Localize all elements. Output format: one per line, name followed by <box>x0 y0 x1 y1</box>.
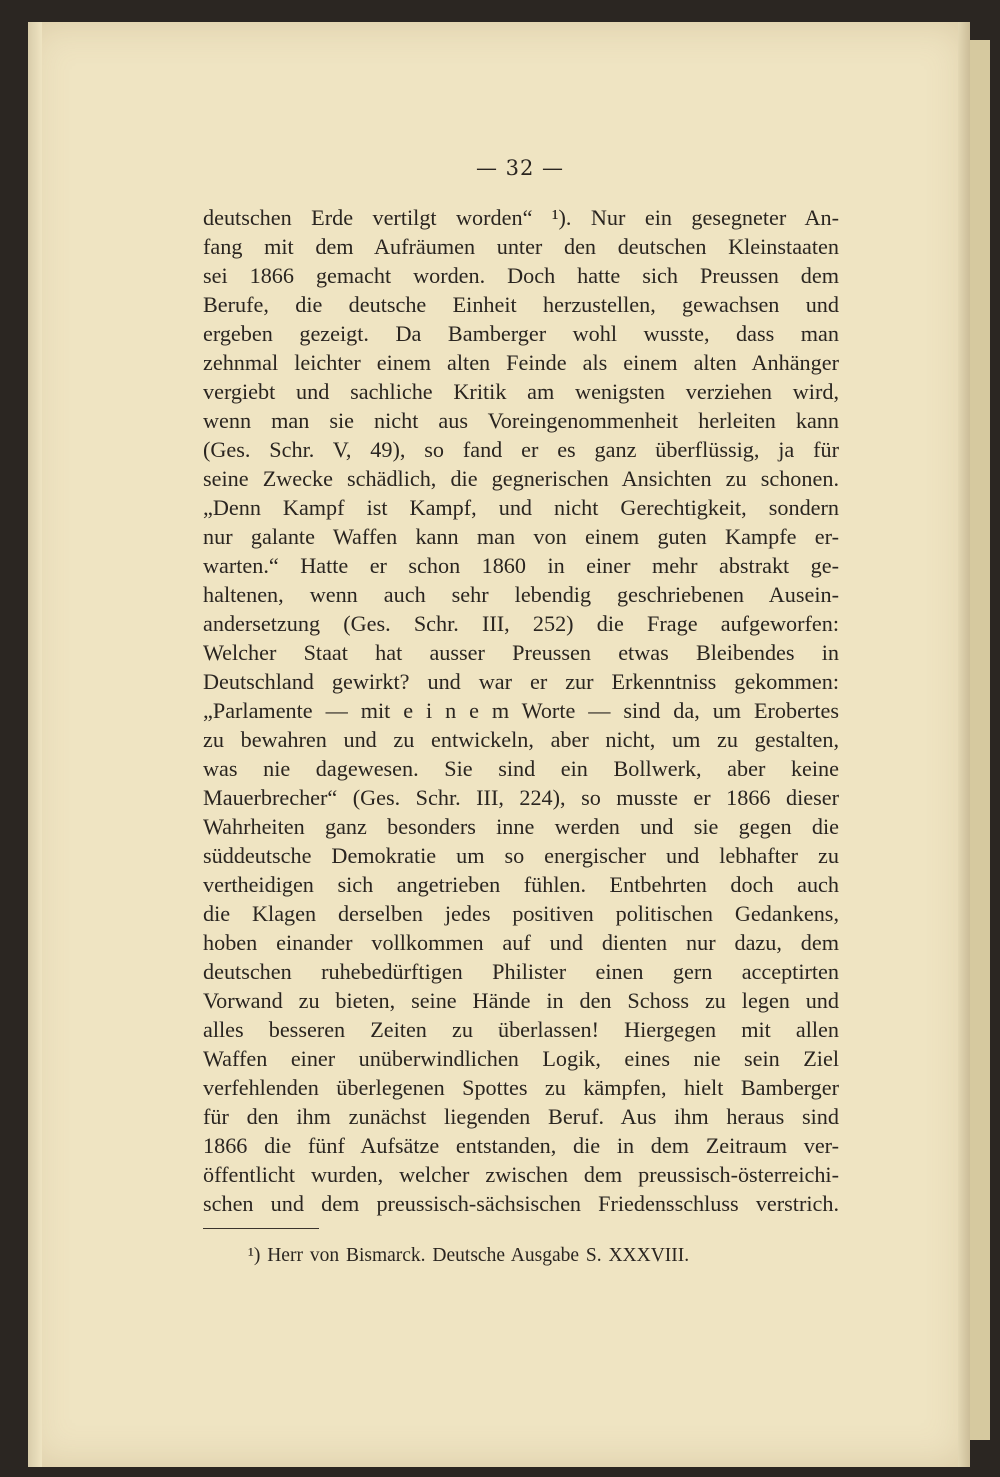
text-line: „Parlamente — mit e i n e m Worte — sind da, um Erobertes <box>203 698 839 723</box>
text-line: Deutschland gewirkt? und war er zur Erkenntniss gekommen: <box>203 669 839 694</box>
text-line: 1866 die fünf Aufsätze entstanden, die in dem Zeitraum ver- <box>203 1133 839 1158</box>
text-line: seine Zwecke schädlich, die gegnerischen Ansichten zu schonen. <box>203 466 839 491</box>
text-line: deutschen ruhebedürftigen Philister einen gern acceptirten <box>203 959 839 984</box>
text-line: Waffen einer unüberwindlichen Logik, eines nie sein Ziel <box>203 1046 839 1071</box>
text-line: haltenen, wenn auch sehr lebendig geschriebenen Ausein- <box>203 582 839 607</box>
text-line: deutschen Erde vertilgt worden“ ¹). Nur ein gesegneter An- <box>203 205 839 230</box>
text-line: schen und dem preussisch-sächsischen Friedensschluss verstrich. <box>203 1191 839 1216</box>
text-line: Wahrheiten ganz besonders inne werden und sie gegen die <box>203 814 839 839</box>
text-line: vertheidigen sich angetrieben fühlen. Entbehrten doch auch <box>203 872 839 897</box>
page-number: — 32 — <box>475 156 565 180</box>
text-line: hoben einander vollkommen auf und dienten nur dazu, dem <box>203 930 839 955</box>
page-gutter-shadow <box>28 22 42 1467</box>
text-line: Mauerbrecher“ (Ges. Schr. III, 224), so musste er 1866 dieser <box>203 785 839 810</box>
text-line: Welcher Staat hat ausser Preussen etwas Bleibendes in <box>203 640 839 665</box>
body-text <box>203 203 839 1218</box>
page-right-edge <box>958 22 970 1467</box>
adjacent-page-edge <box>970 40 990 1440</box>
text-line: fang mit dem Aufräumen unter den deutschen Kleinstaaten <box>203 234 839 259</box>
text-line: zu bewahren und zu entwickeln, aber nicht, um zu gestalten, <box>203 727 839 752</box>
text-line: nur galante Waffen kann man von einem guten Kampfe er- <box>203 524 839 549</box>
text-line: ergeben gezeigt. Da Bamberger wohl wusste, dass man <box>203 321 839 346</box>
text-line: Berufe, die deutsche Einheit herzustellen, gewachsen und <box>203 292 839 317</box>
text-line: öffentlicht wurden, welcher zwischen dem preussisch-österreichi- <box>203 1162 839 1187</box>
footnote-rule <box>203 1228 319 1229</box>
text-line: verfehlenden überlegenen Spottes zu kämpfen, hielt Bamberger <box>203 1075 839 1100</box>
text-line: zehnmal leichter einem alten Feinde als einem alten Anhänger <box>203 350 839 375</box>
text-line: wenn man sie nicht aus Voreingenommenheit herleiten kann <box>203 408 839 433</box>
text-line: andersetzung (Ges. Schr. III, 252) die Frage aufgeworfen: <box>203 611 839 636</box>
text-line: für den ihm zunächst liegenden Beruf. Aus ihm heraus sind <box>203 1104 839 1129</box>
text-line: vergiebt und sachliche Kritik am wenigsten verziehen wird, <box>203 379 839 404</box>
text-line: die Klagen derselben jedes positiven politischen Gedankens, <box>203 901 839 926</box>
text-line: „Denn Kampf ist Kampf, und nicht Gerechtigkeit, sondern <box>203 495 839 520</box>
footnote: ¹) Herr von Bismarck. Deutsche Ausgabe S. XXXVIII. <box>248 1245 690 1266</box>
text-line: warten.“ Hatte er schon 1860 in einer mehr abstrakt ge- <box>203 553 839 578</box>
text-line: was nie dagewesen. Sie sind ein Bollwerk, aber keine <box>203 756 839 781</box>
text-line: alles besseren Zeiten zu überlassen! Hiergegen mit allen <box>203 1017 839 1042</box>
text-line: sei 1866 gemacht worden. Doch hatte sich Preussen dem <box>203 263 839 288</box>
text-line: süddeutsche Demokratie um so energischer und lebhafter zu <box>203 843 839 868</box>
text-line: Vorwand zu bieten, seine Hände in den Schoss zu legen und <box>203 988 839 1013</box>
text-line: (Ges. Schr. V, 49), so fand er es ganz überflüssig, ja für <box>203 437 839 462</box>
